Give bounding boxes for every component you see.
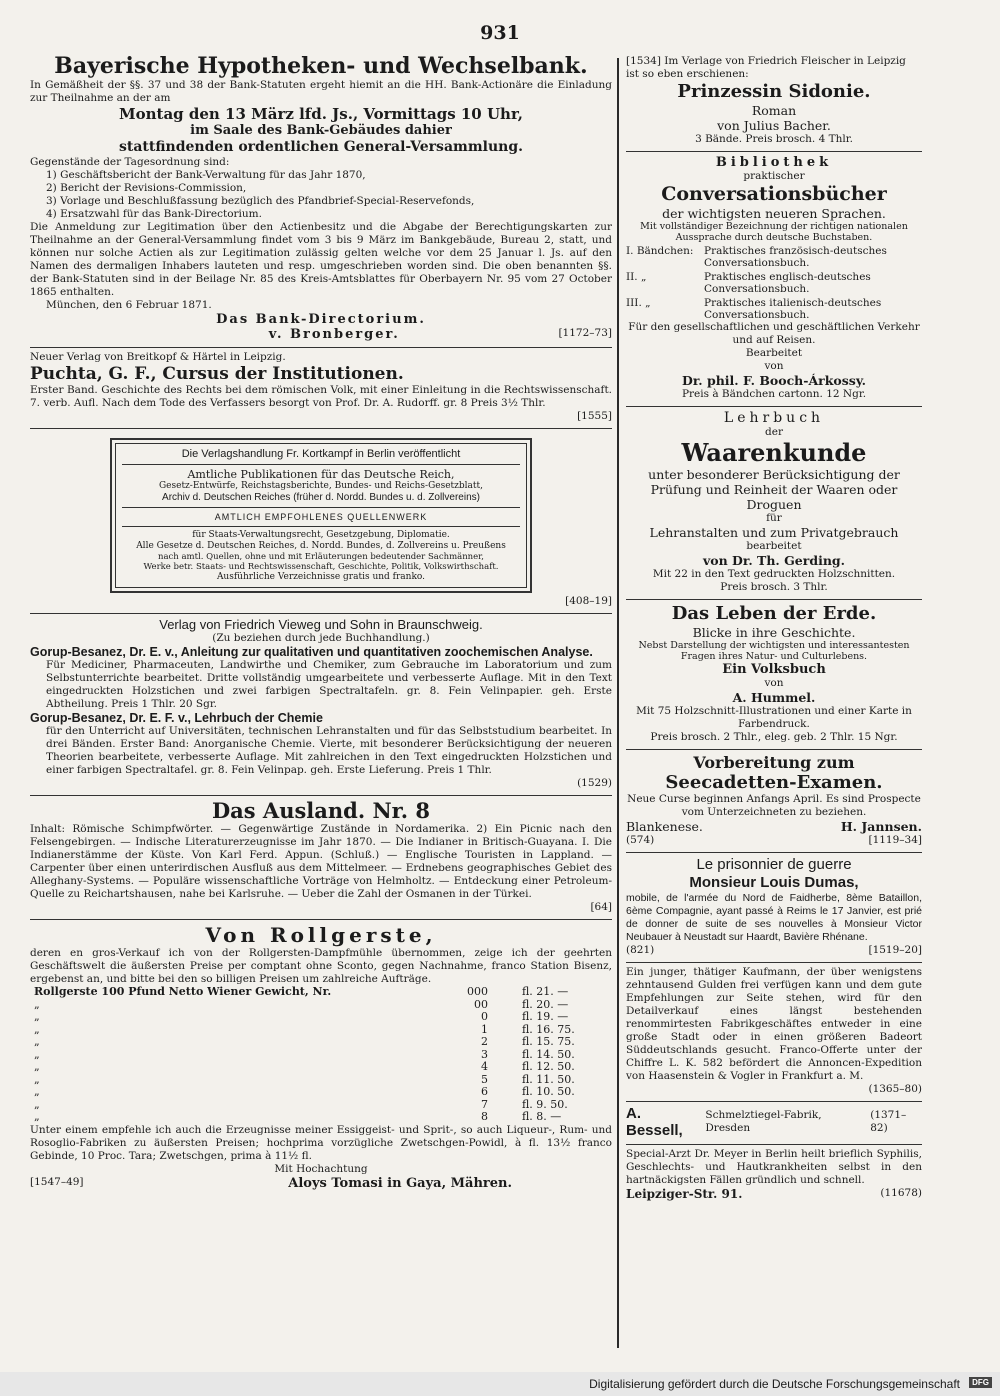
- meyer-ref: (11678): [880, 1187, 922, 1199]
- sidonie-author: von Julius Bacher.: [717, 118, 831, 133]
- vieweg-advertisement: [30, 614, 612, 796]
- conv-item: I. Bändchen: Praktisches französisch-deutsches Conversationsbuch.: [626, 245, 887, 269]
- waaren-line: unter besonderer Berücksichtigung der Prüfung und Reinheit der Waaren oder Droguen: [648, 467, 900, 512]
- price-row-number: 00: [473, 997, 488, 1011]
- conv-line: von: [764, 360, 784, 372]
- vieweg-book2-text: für den Unterricht auf Universitäten, technischen Lehranstalten und für das Selbststudium bearbeitet. In drei Bänden. Erster Band: Anorganische Chemie. Vierte, mit besonderer Berücksichtigung der neueren Theorien bearbeitete, verbesserte Auflage. Mit zahlreichen in den Text eingedruckten Holzstichen und einer farbigen Spectraltafel. gr. 8. Fein Velinpap. geh. Erste Lieferung. Preis 1 Thlr.: [46, 725, 612, 776]
- waaren-line: Lehrbuch: [723, 410, 825, 426]
- price-row-price: fl. 11. 50.: [521, 1072, 575, 1086]
- erde-line: Nebst Darstellung der wichtigsten und interessantesten Fragen ihres Natur- und Culturlebens.: [638, 640, 910, 662]
- kaufmann-ref: (1365–80): [868, 1083, 922, 1095]
- seecadetten-title-1: Vorbereitung zum: [693, 753, 855, 772]
- seecadetten-title-2: Seecadetten-Examen.: [665, 772, 883, 793]
- footer-text: Digitalisierung gefördert durch die Deutsche Forschungsgemeinschaft: [589, 1377, 960, 1391]
- right-column: [626, 52, 922, 1344]
- bank-title: Bayerische Hypotheken- und Wechselbank.: [54, 53, 588, 79]
- price-row-price: fl. 14. 50.: [521, 1047, 575, 1061]
- sidonie-title: Prinzessin Sidonie.: [677, 81, 871, 102]
- price-row-number: 0: [480, 1010, 488, 1023]
- conv-title: Conversationsbücher: [661, 183, 887, 205]
- vieweg-head: Verlag von Friedrich Vieweg und Sohn in Braunschweig.: [159, 617, 483, 632]
- price-row-label: „: [34, 997, 78, 1011]
- waaren-title: Waarenkunde: [681, 438, 867, 467]
- conv-author: Dr. phil. F. Booch-Árkossy.: [682, 373, 866, 388]
- waarenkunde-advertisement: [626, 407, 922, 600]
- kaufmann-text: Ein junger, thätiger Kaufmann, der über wenigstens zehntausend Gulden frei verfügen kann und dem gute Empfehlungen zur Seite stehen, wird für den Detailverkauf eines längst bestehenden renommirtesten Fabrikgeschäftes entweder in eine große Stadt oder in einen größeren Badeort Süddeutschlands gesucht. Franco-Offerte unter der Chiffre L. K. 582 befördert die Annoncen-Expedition von Haasenstein & Vogler in Frankfurt a. M.: [626, 966, 922, 1082]
- puchta-title: Puchta, G. F., Cursus der Institutionen.: [30, 364, 404, 384]
- vieweg-ref: (1529): [577, 777, 612, 789]
- conv-item: III. „ Praktisches italienisch-deutsches Conversationsbuch.: [626, 297, 882, 321]
- conv-line: Für den gesellschaftlichen und geschäftlichen Verkehr und auf Reisen.: [628, 321, 920, 346]
- erde-line: Ein Volksbuch: [722, 662, 826, 677]
- price-row-label: „: [34, 1047, 78, 1061]
- bank-date-line: Montag den 13 März lfd. Js., Vormittags 10 Uhr,: [119, 105, 523, 123]
- sidonie-advertisement: [626, 52, 922, 152]
- page-number: 931: [480, 22, 520, 44]
- prisonnier-title: Le prisonnier de guerre: [696, 856, 852, 873]
- prisonnier-name: Monsieur Louis Dumas,: [689, 874, 859, 891]
- ausland-text: Inhalt: Römische Schimpfwörter. — Gegenwärtige Zustände in Nordamerika. 2) Ein Picnic nach den Felsengebirgen. — Indische Literaturerzeugnisse im Jahr 1870. — Die Indianer in Britisch-Guayana. I. Die Indianerstämme der Küste. Von Karl Ferd. Appun. (Schluß.) — Englische Touristen in Lappland. — Carpenter über einen unterirdischen Ausfluß aus dem Mittelmeer. — Erdnebens geographisches Gebiet des Alleghany-Systems. — Populäre wissenschaftliche Vorträge von Helmholtz. — Entdeckung einer Petroleum-Quelle zu Reichartshausen, nahe bei Karlsruhe. — Ueber die Zahl der Osmanen in der Türkei.: [30, 823, 612, 900]
- rollgerste-signature: Aloys Tomasi in Gaya, Mähren.: [288, 1175, 512, 1191]
- price-row-label: „: [34, 1085, 78, 1098]
- prisonnier-advertisement: [626, 853, 922, 963]
- column-divider: [617, 58, 619, 1348]
- conv-line: praktischer: [743, 170, 805, 182]
- price-row-number: 7: [480, 1097, 488, 1111]
- price-row-label: „: [34, 1022, 78, 1036]
- ausland-title: Das Ausland. Nr. 8: [211, 798, 431, 823]
- price-row-number: 000: [466, 985, 488, 998]
- price-row-price: fl. 16. 75.: [521, 1022, 575, 1036]
- waaren-line: Mit 22 in den Text gedruckten Holzschnitten.: [652, 568, 896, 580]
- meyer-address: Leipziger-Str. 91.: [626, 1187, 743, 1201]
- meyer-text: Special-Arzt Dr. Meyer in Berlin heilt brieflich Syphilis, Geschlechts- und Hautkrankheiten selbst in den hartnäckigsten Fällen gründlich und schnell.: [626, 1148, 922, 1186]
- bank-place-date: München, den 6 Februar 1871.: [46, 299, 212, 311]
- prisonnier-ref-left: (821): [626, 944, 655, 956]
- left-column: [30, 50, 612, 1352]
- rollgerste-advertisement: [30, 920, 612, 1196]
- erde-price: Preis brosch. 2 Thlr., eleg. geb. 2 Thlr. 15 Ngr.: [650, 731, 898, 743]
- price-row-number: 3: [480, 1047, 488, 1061]
- rollgerste-intro: deren en gros-Verkauf ich von der Rollgersten-Dampfmühle übernommen, zeige ich der geehrten Geschäftswelt die äußersten Preise per comptant ohne Sconto, gegen Nachnahme, franco Station Bisenz, ergebenst an, und bitte bei den so billigen Preisen um zahlreiche Aufträge.: [30, 947, 612, 985]
- bank-meeting-line: stattfindenden ordentlichen General-Versammlung.: [119, 139, 523, 155]
- waaren-author: von Dr. Th. Gerding.: [703, 553, 845, 568]
- bank-body: Die Anmeldung zur Legitimation über den Actienbesitz und die Abgabe der Berechtigungskarten zur Theilnahme an der General-Versammlung findet vom 3 bis 9 März im Bankgebäude, Bureau 2, statt, und können nur solche Actien als zur Legitimation zulässig gelten welche vor dem 25 Januar l. Js. auf den Namen des dermaligen Inhabers lauteten und resp. umgeschrieben worden sind. Die oben benannten §§. der Bank-Statuten sind in der Beilage Nr. 85 des Kreis-Amtsblattes für Oberbayern Nr. 95 vom 27 October 1865 enthalten.: [30, 221, 612, 298]
- kortkampf-frame: [110, 438, 532, 593]
- erde-title: Das Leben der Erde.: [671, 603, 877, 624]
- waaren-line: für: [766, 512, 782, 524]
- erde-line: von: [764, 677, 784, 689]
- bessell-sub: Schmelztiegel-Fabrik, Dresden: [705, 1109, 822, 1134]
- sidonie-price: 3 Bände. Preis brosch. 4 Thlr.: [695, 133, 853, 145]
- price-row-label: Rollgerste 100 Pfund Netto Wiener Gewicht, Nr.: [34, 985, 332, 998]
- prisonnier-ref-right: [1519–20]: [868, 944, 922, 956]
- digitization-footer: [0, 1372, 1000, 1396]
- price-row-price: fl. 15. 75.: [521, 1035, 575, 1048]
- price-row-number: 4: [480, 1060, 488, 1073]
- seecadetten-name: H. Jannsen.: [840, 819, 922, 834]
- vieweg-sub: (Zu beziehen durch jede Buchhandlung.): [212, 632, 430, 644]
- ausland-ref: [64]: [590, 901, 612, 913]
- seecadetten-ref-right: [1119–34]: [868, 834, 922, 846]
- kortkampf-line: Ausführliche Verzeichnisse gratis und franko.: [216, 572, 426, 582]
- price-row-label: „: [34, 1097, 78, 1111]
- seecadetten-place: Blankenese.: [626, 819, 703, 834]
- kortkampf-line: Gesetz-Entwürfe, Reichstagsberichte, Bundes- und Reichs-Gesetzblatt,: [158, 481, 484, 491]
- vieweg-book2-title: Gorup-Besanez, Dr. E. F. v., Lehrbuch der Chemie: [30, 711, 323, 725]
- bank-place-line: im Saale des Bank-Gebäudes dahier: [190, 123, 452, 138]
- price-row-number: 6: [480, 1085, 488, 1098]
- kortkampf-line: Die Verlagshandlung Fr. Kortkampf in Berlin veröffentlicht: [181, 448, 461, 460]
- price-row: [30, 1111, 612, 1124]
- price-row-label: „: [34, 1072, 78, 1086]
- kortkampf-line: für Staats-Verwaltungsrecht, Gesetzgebung, Diplomatie.: [192, 530, 450, 540]
- erde-line: Mit 75 Holzschnitt-Illustrationen und einer Karte in Farbendruck.: [636, 705, 912, 730]
- vieweg-book1-text: Für Mediciner, Pharmaceuten, Landwirthe und Chemiker, zum Gebrauche im Laboratorium und zum Selbstunterrichte bearbeitet. Dritte vollständig umgearbeitete und verbesserte Auflage. Mit in den Text eingedruckten Holzstichen und zwei farbigen Spectraltafeln. gr. 8. Fein Velinpapier. geh. Erste Abtheilung. Preis 1 Thlr. 20 Sgr.: [46, 659, 612, 710]
- bessell-name: A. Bessell,: [626, 1105, 683, 1139]
- seecadetten-advertisement: [626, 750, 922, 853]
- price-row-price: fl. 10. 50.: [521, 1085, 575, 1098]
- price-row-label: „: [34, 1110, 78, 1123]
- waaren-line: Lehranstalten und zum Privatgebrauch: [649, 525, 899, 540]
- price-row-price: fl. 9. 50.: [521, 1097, 568, 1111]
- bank-signature-1: Das Bank-Directorium.: [216, 312, 426, 327]
- price-row-price: fl. 19. —: [521, 1010, 569, 1023]
- price-row-label: „: [34, 1010, 78, 1023]
- price-row: [30, 1011, 612, 1024]
- puchta-ref: [1555]: [577, 410, 612, 422]
- price-row-price: fl. 21. —: [521, 985, 569, 998]
- erde-advertisement: [626, 600, 922, 750]
- price-row: [30, 1061, 612, 1074]
- conv-line: der wichtigsten neueren Sprachen.: [662, 206, 886, 221]
- sidonie-intro: [1534] Im Verlage von Friedrich Fleischer in Leipzig ist so eben erschienen:: [626, 55, 906, 80]
- agenda-item: 4) Ersatzwahl für das Bank-Directorium.: [46, 208, 262, 220]
- puchta-text: Erster Band. Geschichte des Rechts bei dem römischen Volk, mit einer Einleitung in die Rechtswissenschaft. 7. verb. Aufl. Nach dem Tode des Verfassers besorgt von Prof. Dr. A. Rudorff. gr. 8 Preis 3½ Thlr.: [30, 384, 612, 409]
- agenda-item: 2) Bericht der Revisions-Commission,: [46, 182, 247, 194]
- seecadetten-text: Neue Curse beginnen Anfangs April. Es sind Prospecte vom Unterzeichneten zu beziehen.: [627, 793, 921, 818]
- conv-item: II. „ Praktisches englisch-deutsches Conversationsbuch.: [626, 271, 871, 295]
- puchta-publisher: Neuer Verlag von Breitkopf & Härtel in Leipzig.: [30, 351, 286, 363]
- price-row-number: 5: [480, 1072, 488, 1086]
- seecadetten-ref-left: (574): [626, 834, 655, 846]
- rollgerste-price-table: [30, 986, 612, 1124]
- price-row: [30, 986, 612, 999]
- rollgerste-closing: Mit Hochachtung: [274, 1162, 368, 1175]
- price-row-label: „: [34, 1035, 78, 1048]
- price-row: [30, 1086, 612, 1099]
- price-row-price: fl. 20. —: [521, 997, 569, 1011]
- kortkampf-line: Alle Gesetze d. Deutschen Reiches, d. Nordd. Bundes, d. Zollvereins u. Preußens: [136, 541, 506, 551]
- conv-line: Mit vollständiger Bezeichnung der richtigen nationalen Aussprache durch deutsche Buchstaben.: [640, 221, 908, 243]
- bank-signature-2: v. Bronberger.: [268, 327, 400, 342]
- price-row-price: fl. 12. 50.: [521, 1060, 575, 1073]
- meyer-advertisement: [626, 1145, 922, 1206]
- price-row-number: 2: [480, 1035, 488, 1048]
- conv-line: Bearbeitet: [745, 347, 803, 359]
- price-row: [30, 1036, 612, 1049]
- price-row-number: 1: [480, 1022, 488, 1036]
- prisonnier-text: mobile, de l'armée du Nord de Faidherbe, 8ème Bataillon, 6ème Compagnie, ayant passé à Reims le 17 Janvier, est prié de donner de suite de ses nouvelles à Monsieur Victor Neubauer à Neustadt sur Haardt, Bavière Rhénane.: [626, 892, 922, 943]
- kortkampf-line: Archiv d. Deutschen Reiches (früher d. Nordd. Bundes u. d. Zollvereins): [162, 492, 480, 503]
- ausland-advertisement: [30, 796, 612, 920]
- price-row-price: fl. 8. —: [521, 1110, 562, 1123]
- conv-line: Bibliothek: [715, 155, 833, 170]
- price-row-number: 8: [480, 1110, 488, 1123]
- puchta-advertisement: [30, 348, 612, 429]
- bank-intro: In Gemäßheit der §§. 37 und 38 der Bank-Statuten ergeht hiemit an die HH. Bank-Actionäre die Einladung zur Theilnahme an der am: [30, 79, 612, 104]
- kortkampf-line: Werke betr. Staats- und Rechtswissenschaft, Geschichte, Politik, Volkswirthschaft.: [143, 562, 499, 572]
- erde-line: Blicke in ihre Geschichte.: [692, 625, 856, 640]
- conversation-books-advertisement: [626, 152, 922, 407]
- bank-ref: [1172–73]: [558, 327, 612, 339]
- rollgerste-outro: Unter einem empfehle ich auch die Erzeugnisse meiner Essiggeist- und Sprit-, so auch Liqueur-, Rum- und Rosoglio-Fabriken zu äußersten Preisen; hochprima vorzügliche Zwetschgen-Powidl, à fl. 13½ franco Gebinde, 10 Proc. Tara; Zwetschgen, prima à 11½ fl.: [30, 1123, 612, 1162]
- kortkampf-line: Amtliche Publikationen für das Deutsche Reich,: [187, 468, 455, 481]
- price-row-label: „: [34, 1060, 78, 1073]
- rollgerste-ref: [1547–49]: [30, 1175, 84, 1188]
- kortkampf-line: AMTLICH EMPFOHLENES QUELLENWERK: [214, 512, 428, 522]
- sidonie-genre: Roman: [751, 103, 797, 118]
- conv-price: Preis à Bändchen cartonn. 12 Ngr.: [681, 388, 867, 400]
- rollgerste-title: Von Rollgerste,: [205, 923, 437, 947]
- kortkampf-advertisement: [30, 429, 612, 614]
- bank-agenda-head: Gegenstände der Tagesordnung sind:: [30, 156, 230, 168]
- dfg-logo: DFG: [969, 1377, 992, 1388]
- vieweg-book1-title: Gorup-Besanez, Dr. E. v., Anleitung zur qualitativen und quantitativen zoochemischen Analyse.: [30, 645, 593, 659]
- waaren-price: Preis brosch. 3 Thlr.: [720, 581, 828, 593]
- agenda-item: 1) Geschäftsbericht der Bank-Verwaltung für das Jahr 1870,: [46, 169, 366, 181]
- kortkampf-ref: [408–19]: [565, 595, 612, 607]
- bessell-advertisement: [626, 1102, 922, 1145]
- erde-author: A. Hummel.: [732, 690, 816, 705]
- waaren-line: bearbeitet: [746, 540, 802, 552]
- bank-advertisement: [30, 50, 612, 348]
- agenda-item: 3) Vorlage und Beschlußfassung bezüglich des Pfandbrief-Special-Reservefonds,: [46, 195, 475, 207]
- kortkampf-line: nach amtl. Quellen, ohne und mit Erläuterungen bedeutender Sachmänner,: [157, 552, 485, 562]
- kaufmann-advertisement: [626, 963, 922, 1102]
- bessell-ref: (1371–82): [870, 1109, 907, 1134]
- waaren-line: der: [765, 426, 783, 438]
